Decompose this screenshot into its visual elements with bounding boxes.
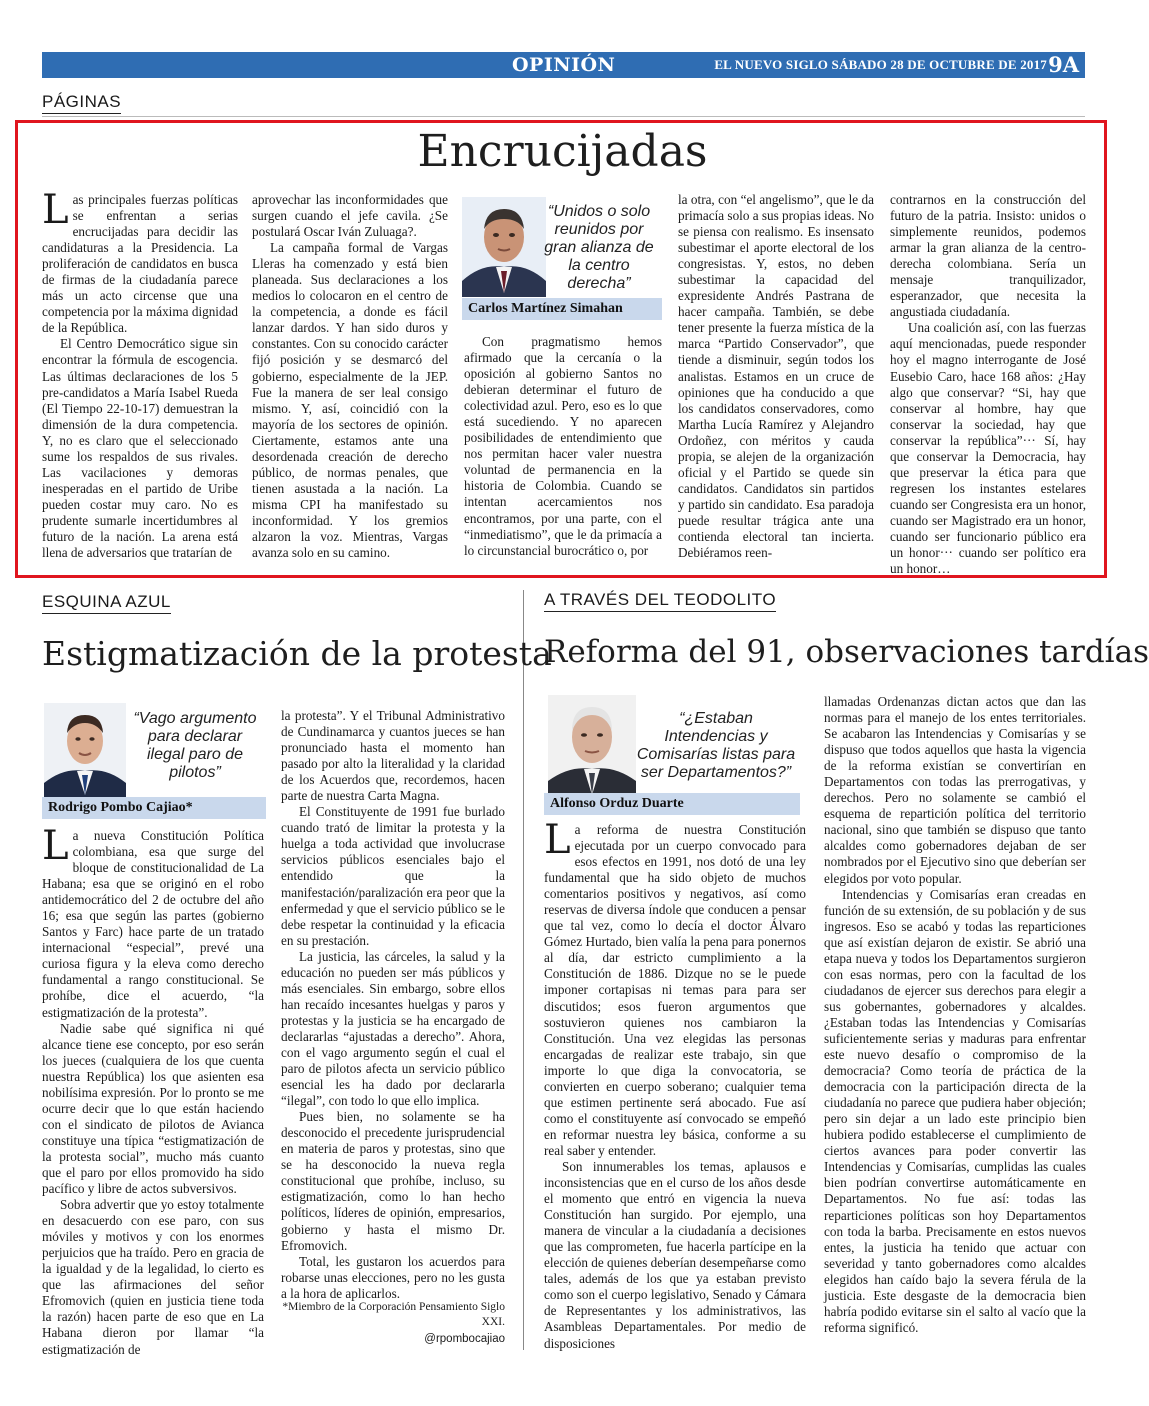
top-kicker: PÁGINAS (42, 92, 121, 114)
column-divider (523, 590, 524, 1350)
page-number: 9A (1048, 52, 1079, 77)
author-portrait (462, 197, 546, 297)
drop-cap: L (42, 187, 69, 233)
left-column-2: la protesta”. Y el Tribunal Administrativo de Cundinamarca y cuantos jueces se han pronunciado hasta el momento han pasado por alto la literalidad y la claridad de los Acuerdos que, recordemos, hacen parte de nuestra Carta Magna. El Constituyente de 1991 fue burlado cuando trató de limitar la protesta y la huelga a toda actividad que involucrase servicios públicos esenciales bajo el entendido que la manifestación/paralización era peor que la enfermedad y que el servicio público se le debe respetar la continuidad y la eficacia en su prestación. La justicia, las cárceles, la salud y la educación no pueden ser más públicos y más esenciales. Sin embargo, sobre ellos han recaído incesantes huelgas y paros y protestas y la justicia se ha encargado de declararlas “ajustadas a derecho”. Ahora, con el vago argumento según el cual el paro de pilotos afecta un servicio público esencial les ha dado por declararla “ilegal”, con todo lo que ello implica. Pues bien, no solamente se ha desconocido el precedente jurisprudencial en materia de paros y protestas, sino que se ha desconocido la nueva regla constitucional que prohíbe, incluso, su estigmatización, como lo han hecho políticos, líderes de opinión, empresarios, gobierno y hasta el mismo Dr. Efromovich. Total, les gustaron los acuerdos para robarse unas elecciones, pero no les gusta a la hora de aplicarlos. (281, 708, 505, 1301)
masthead-bar (42, 52, 1085, 78)
top-headline: Encrucijadas (417, 126, 708, 177)
author-byline: Rodrigo Pombo Cajiao* (42, 797, 266, 819)
drop-cap: L (42, 823, 69, 869)
top-column-1: Las principales fuerzas políticas se enfrentan a serias encrucijadas para decidir las candidaturas a la Presidencia. La proliferación de candidatos en busca de firmas de la ciudadanía parece más un acto circense que una competencia por la máxima dignidad de la República. El Centro Democrático sigue sin encontrar la fórmula de escogencia. Las últimas declaraciones de los 5 pre-candidatos a María Isabel Rueda (El Tiempo 22-10-17) demuestran la dimensión de la dura competencia. Y, no es claro que el seleccionado sume los respaldos de sus rivales. Las vacilaciones y demoras inesperadas en el partido de Uribe pueden costar muy caro. No es prudente sumarle incertidumbres al futuro de la nación. La arena está llena de adversarios que tratarían de (42, 187, 238, 561)
author-portrait (44, 703, 126, 797)
pull-quote: “Unidos o solo reunidos por gran alianza de la centro derecha” (544, 203, 654, 292)
pull-quote: “Vago argumento para declarar ilegal paro de pilotos” (133, 710, 257, 781)
author-footnote: *Miembro de la Corporación Pensamiento Siglo XXI. (282, 1301, 505, 1328)
author-byline: Alfonso Orduz Duarte (544, 793, 800, 815)
edition-date: EL NUEVO SIGLO SÁBADO 28 DE OCTUBRE DE 2017 (714, 57, 1047, 72)
twitter-handle: @rpombocajiao (424, 1333, 505, 1345)
author-portrait (548, 695, 636, 797)
right-headline: Reforma del 91, observaciones tardías (544, 634, 1149, 670)
section-title: OPINIÓN (512, 54, 616, 76)
left-kicker: ESQUINA AZUL (42, 592, 171, 614)
top-column-5: contrarnos en la construcción del futuro de la patria. Insisto: unidos o simplemente reunidos, podemos armar la gran alianza de la centro-derecha colombiana. Sería un mensaje tranquilizador, esperanzador, que necesita la angustiada ciudadanía. Una coalición así, con las fuerzas aquí mencionadas, puede responder hoy el magno interrogante de José Eusebio Caro, hace 168 años: ¿Hay algo que conservar? “Si, hay que conservar al hombre, hay que conservar la sociedad, hay que conservar la república”··· Sí, hay que conservar la Democracia, hay que preservar la ética para que regresen los instantes estelares cuando ser Congresista era un honor, cuando ser Magistrado era un honor, cuando ser funcionario público era un honor··· cuando ser político era un honor… (890, 192, 1086, 577)
drop-cap: L (544, 817, 571, 863)
pull-quote: “¿Estaban Intendencias y Comisarías listas para ser Departamentos?” (636, 710, 796, 781)
section-divider (42, 116, 1085, 117)
right-column-2: llamadas Ordenanzas dictan actos que dan las normas para el manejo de los entes territoriales. Se acabaron las Intendencias y Comisarías y se dispuso que todos aquellos que hasta la vigencia de la reforma existían se convertirían en Departamentos con todas las prerrogativas, y derechos. Pero no solamente se cambió el esquema de repartición política del territorio nacional, sino que también se dispuso que tanto alcaldes como gobernadores dejaban de ser nombrados por el Ejecutivo sino que deberían ser elegidos por voto popular. Intendencias y Comisarías eran creadas en función de su extensión, de su población y de sus ingresos. Eso se acabó y todas las reparticiones que así existían dejaron de existir. Se abrió una etapa nueva y todos los Departamentos surgieron con esas normas, pero con la facultad de los ciudadanos de ejercer sus derechos para elegir a sus gobernantes, gobernadores y alcaldes. ¿Estaban todas las Intendencias y Comisarías suficientemente serias y maduras para enfrentar este nuevo desafío o compromiso de la democracia? Como teoría de práctica de la democracia con la participación directa de la ciudadanía no parece que pudiera haber objeción; pero sin dejar a un lado este principio bien hubiera podido establecerse el cumplimiento de ciertos avances para poder convertir las Intendencias y Comisarías, cumplidas las cuales bien podrían convertirse automáticamente en Departamentos. No fue así: todas las reparticiones políticas son hoy Departamentos con toda la barba. Precisamente en estos nuevos entes, la justicia ha tenido que actuar con severidad y tanto gobernadores como alcaldes elegidos han caído bajo la severa férula de la justicia. Este desgaste de la democracia bien habría podido evitarse sin el salto al vacío que la reforma significó. (824, 694, 1086, 1335)
right-column-1: La reforma de nuestra Constitución ejecutada por un cuerpo convocado para esos efectos en 1991, nos dotó de una ley fundamental que ha sido objeto de muchos comentarios positivos y negativos, así como reservas de diversa índole que conducen a pensar que tal vez, como lo decía el doctor Álvaro Gómez Hurtado, bien valía la pena para ponernos al día, dar estricto cumplimiento a la Constitución de 1886. Dizque no se le puede imponer cortapisas ni temas para para ser discutidos; esos fueron argumentos que sostuvieron quienes nos cambiaron la Constitución. Una vez elegidas las personas encargadas de realizar este trabajo, sin que importe lo que diga la convocatoria, se convierten en cuerpo soberano; cualquier tema que estimen pertinente será abocado. Fue así como el constituyente así convocado se empeñó en reformar nuestra ley básica, conforme a su real saber y entender. Son innumerables los temas, aplausos e inconsistencias que en el curso de los años desde el momento que entró en vigencia la nueva Constitución han surgido. Por ejemplo, una manera de vincular a la ciudadanía a decisiones que las comprometen, fue hacerla partícipe en la elección de quienes deberían desempeñarse como tales, además de los que ya estaban previsto como son el cuerpo legislativo, Senado y Cámara de Representantes y los administrativos, las Asambleas Departamentales. Por medio de disposiciones (544, 817, 806, 1351)
top-column-4: la otra, con “el angelismo”, que le da primacía solo a sus propias ideas. No se piensa con realismo. Es insensato subestimar el aporte electoral de los congresistas. Y, estos, no deben subestimar la capacidad del expresidente Andrés Pastrana de hacer campaña. También, se debe tener presente la fuerza mística de la marca “Partido Conservador”, que tiende a disminuir, según todos los analistas. Estamos en un cruce de opiniones que ha conducido a que los candidatos conservadores, como Martha Lucía Ramírez y Alejandro Ordoñez, con méritos y cauda propia, se alejen de la organización oficial y el Partido se quede sin candidatos. Candidatos sin partidos y partido sin candidato. Esa paradoja puede resultar trágica ante una contienda electoral tan incierta. Debiéramos reen- (678, 192, 874, 561)
author-byline: Carlos Martínez Simahan (462, 298, 662, 320)
left-headline: Estigmatización de la protesta (42, 634, 552, 673)
top-column-2: aprovechar las inconformidades que surgen cuando el jefe cavila. ¿Se postulará Oscar Iván Zuluaga?. La campaña formal de Vargas Lleras ha comenzado y está bien planeada. Sus declaraciones a los medios lo colocaron en el centro de la competencia, a donde es fácil lanzar dardos. Y han sido duros y constantes. Con su conocido carácter fijó posición y se desmarcó del gobierno, especialmente de la JEP. Fue la manera de ser leal consigo mismo. Y, así, coincidió con la mayoría de los sectores de opinión. Ciertamente, estamos ante una desordenada creación de derecho público, de normas penales, que tienen asustada a la nación. La misma CPI ha manifestado su inconformidad. Y los gremios alzaron la voz. Mientras, Vargas avanza solo en su camino. (252, 192, 448, 561)
left-column-1: La nueva Constitución Política colombiana, esa que surge del bloque de constitucionalidad de La Habana; esa que se originó en el robo antidemocrático del 2 de octubre del año 16; esa que según las partes (gobierno Santos y Farc) hace parte de un tratado internacional “especial”, prevé una curiosa figura y la eleva como derecho fundamental a rango constitucional. Se prohíbe, dice el acuerdo, “la estigmatización de la protesta”. Nadie sabe qué significa ni qué alcance tiene ese concepto, por eso serán los jueces (cualquiera de los que cuenta nuestra República) los que asienten esa nobilísima expresión. Por lo pronto se me ocurre decir que lo que están haciendo con el sindicato de pilotos de Avianca constituye una típica “estigmatización de la protesta social”, mucho más cuanto que el paro por ellos promovido ha sido pacífico y libre de actos subversivos. Sobra advertir que yo estoy totalmente en desacuerdo con ese paro, con sus móviles y motivos y con los enormes perjuicios que ha traído. Pero en gracia de la igualdad y de la legalidad, lo cierto es que las afirmaciones del señor Efromovich (quien en justicia tiene toda la razón) hacen parte de eso que en La Habana dieron por llamar “la estigmatización de (42, 823, 264, 1357)
top-column-3: Con pragmatismo hemos afirmado que la cercanía o la oposición al gobierno Santos no debieran determinar el futuro de colectividad azul. Pero, eso es lo que está sucediendo. Y no aparecen posibilidades de entendimiento que nos permitan hacer valer nuestra voluntad de permanencia en la historia de Colombia. Cuando se intentan acercamientos nos encontramos, por una parte, con el “inmediatismo”, que le da primacía a lo circunstancial burocrático o, por (464, 334, 662, 558)
right-kicker: A TRAVÉS DEL TEODOLITO (544, 590, 776, 612)
